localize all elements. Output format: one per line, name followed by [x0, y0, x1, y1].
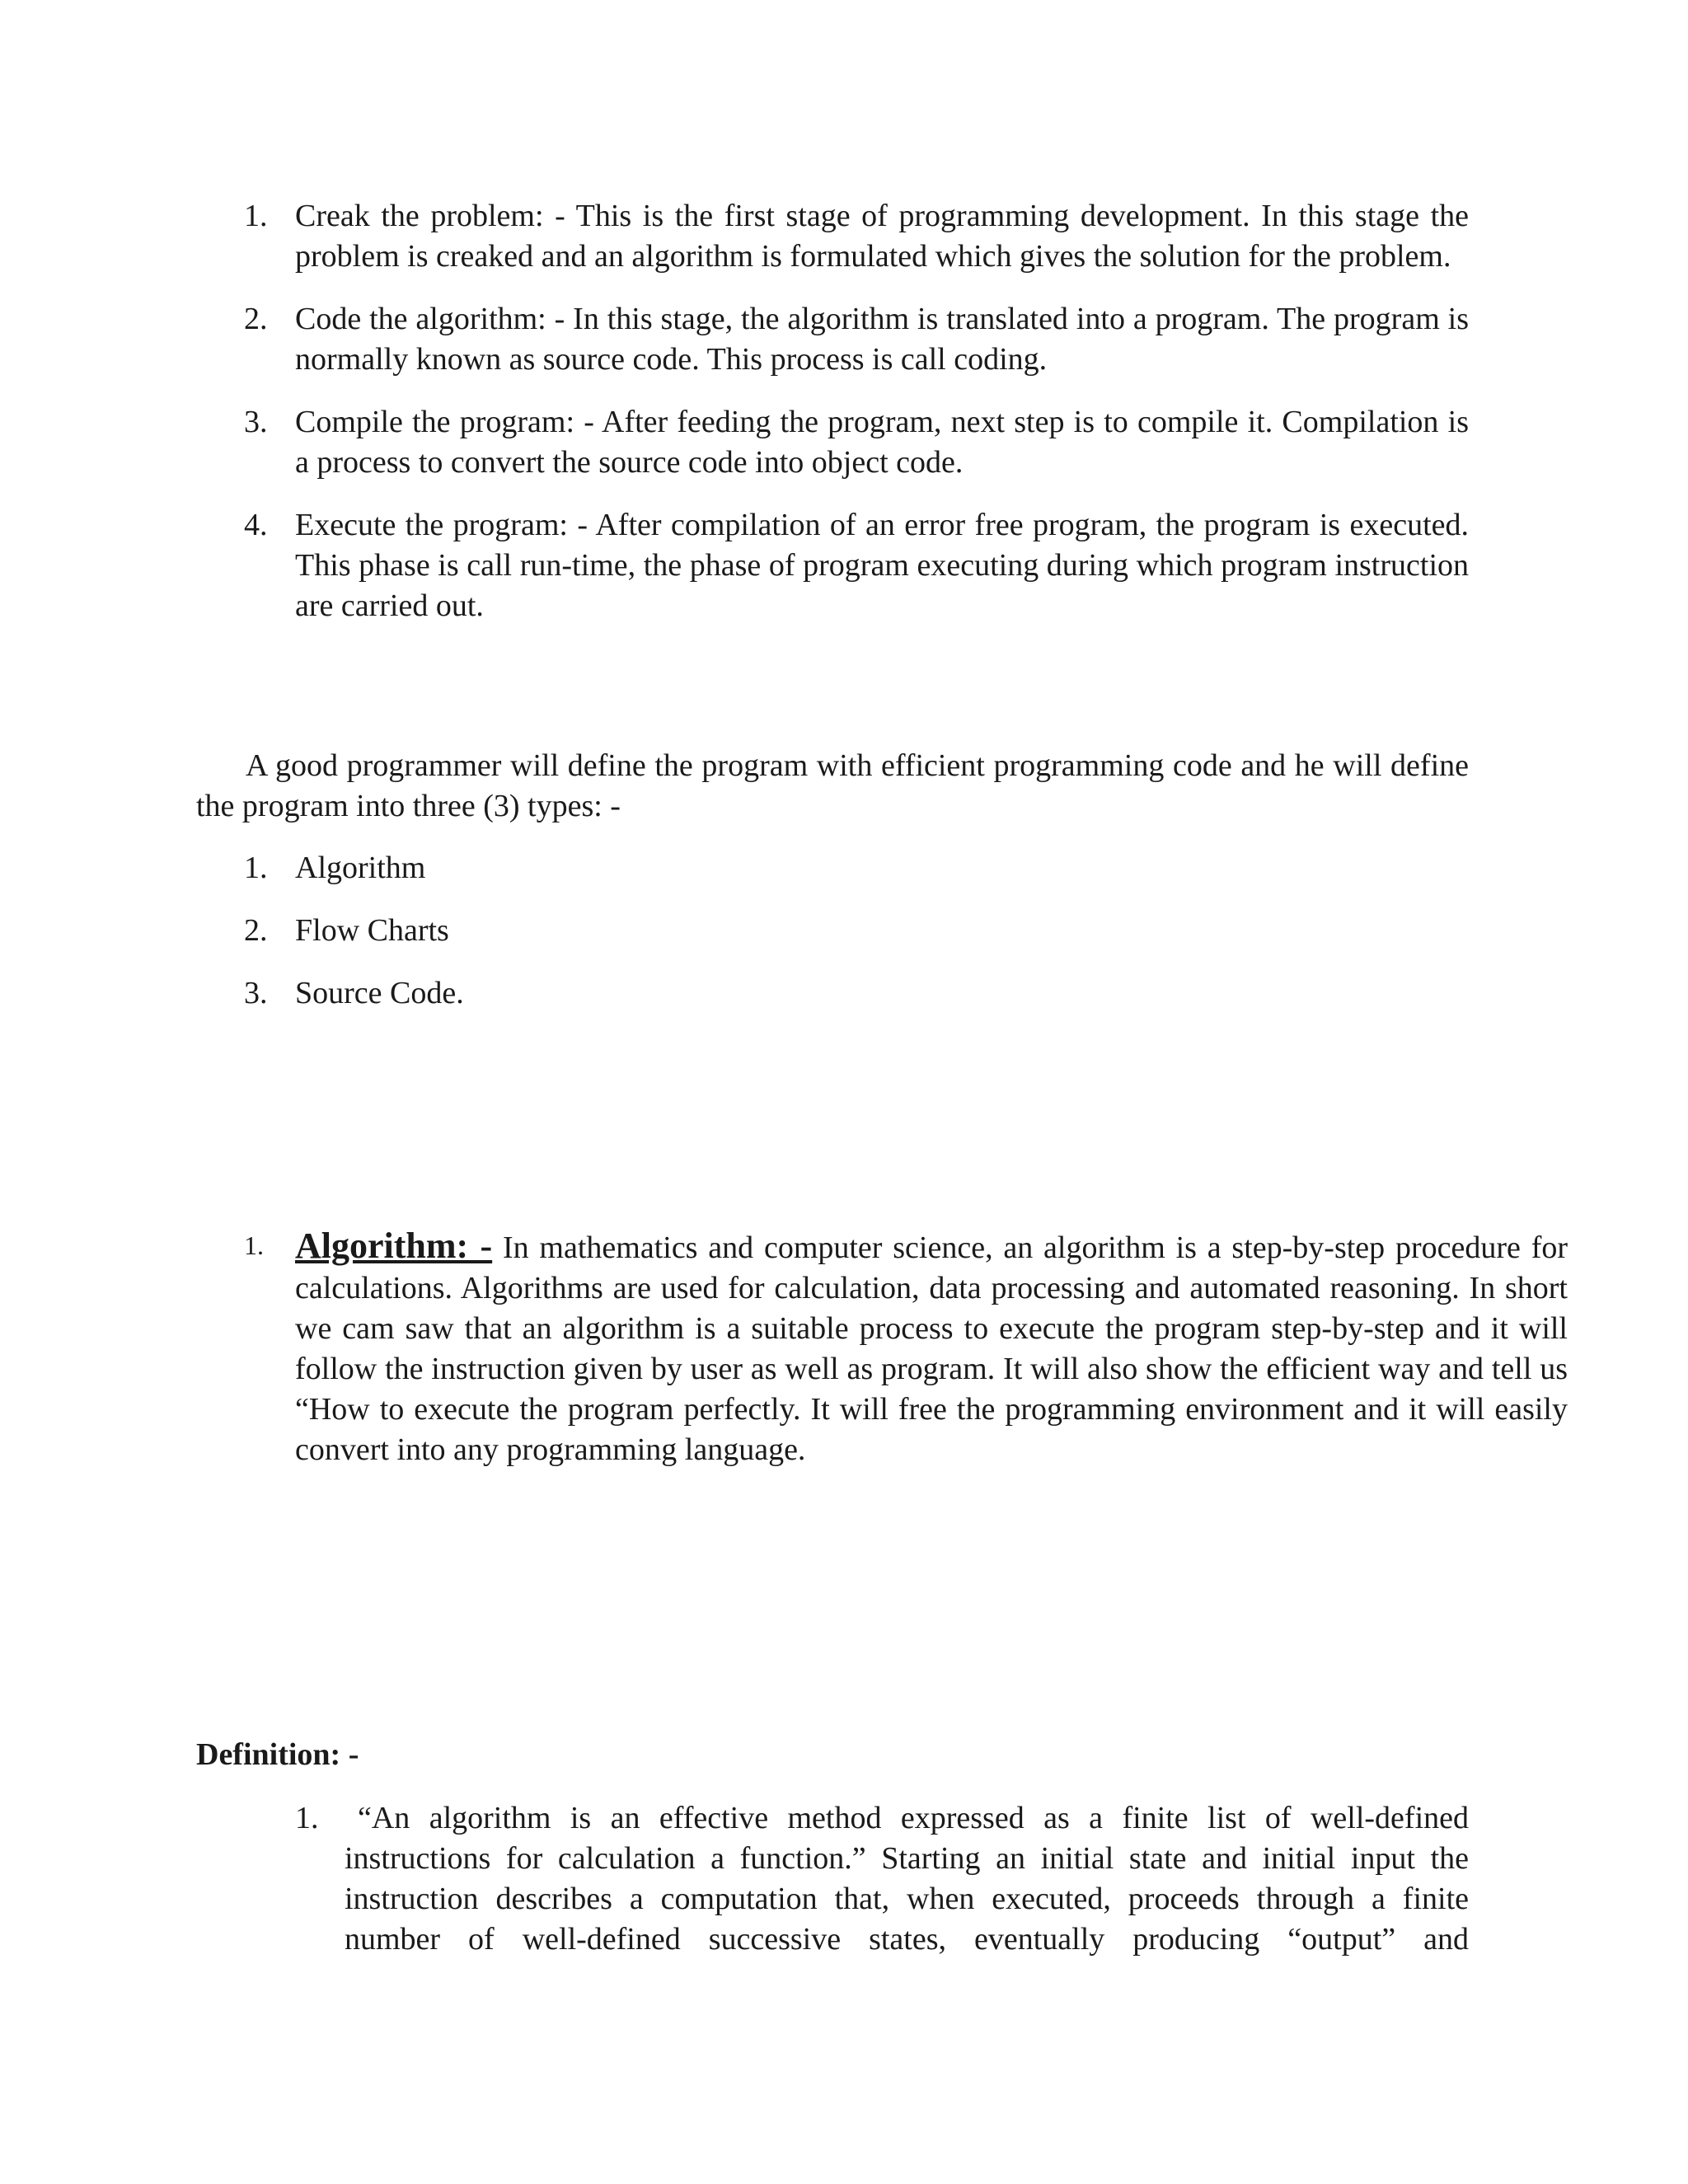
list-item-text: Code the algorithm: - In this stage, the algorithm is translated into a program. The program is normally known as source code. This process is call coding. [295, 302, 1469, 377]
list-number: 3. [244, 976, 268, 1010]
definition-item [196, 1798, 1469, 1960]
list-item-text: Execute the program: - After compilation of an error free program, the program is executed. This phase is call run-time, the phase of program executing during which program instruction are carried out. [295, 508, 1469, 623]
list-number: 3. [244, 405, 268, 439]
list-item [196, 196, 1469, 277]
list-number: 2. [244, 302, 268, 336]
definition-text: “An algorithm is an effective method expressed as a finite list of well-defined instructions for calculation a function.” Starting an initial state and initial input the instruction describes a computation that, when executed, proceeds through a finite number of well-defined successive states, eventually producing “output” and [345, 1801, 1469, 1957]
definition-heading: Definition: - [196, 1737, 359, 1772]
list-item-text: Algorithm [295, 851, 426, 885]
definition-section [196, 1735, 1469, 1960]
programming-steps-list [196, 196, 1469, 649]
list-number: 1. [244, 1230, 264, 1260]
list-item [196, 299, 1469, 380]
algorithm-heading: Algorithm: - [295, 1226, 493, 1266]
algorithm-text: In mathematics and computer science, an algorithm is a step-by-step procedure for calculations. Algorithms are used for calculation, data processing and automated reasoning. In short we cam saw that an algorithm is a suitable process to execute the program step-by-step and it will follow the instruction given by user as well as program. It will also show the efficient way and tell us “How to execute the program perfectly. It will free the programming environment and it will easily convert into any programming language. [295, 1230, 1568, 1467]
program-types-list [196, 848, 1469, 1036]
list-number: 2. [244, 913, 268, 948]
list-number: 1. [244, 199, 268, 233]
list-item [196, 973, 1469, 1014]
list-item [196, 911, 1469, 951]
list-item [196, 848, 1469, 888]
list-item [196, 505, 1469, 626]
list-item-text: Creak the problem: - This is the first stage of programming development. In this stage the problem is creaked and an algorithm is formulated which gives the solution for the problem. [295, 199, 1469, 274]
list-number: 4. [244, 508, 268, 542]
list-item-text: Compile the program: - After feeding the program, next step is to compile it. Compilation is a process to convert the source code into object code. [295, 405, 1469, 480]
list-number: 1. [244, 851, 268, 885]
list-number: 1. [295, 1801, 319, 1835]
algorithm-section [196, 1226, 1568, 1470]
list-item-text: Flow Charts [295, 913, 449, 948]
list-item [196, 402, 1469, 483]
intro-paragraph: A good programmer will define the program with efficient programming code and he will define the program into three (3) types: - [196, 748, 1469, 823]
list-item-text: Source Code. [295, 976, 464, 1010]
